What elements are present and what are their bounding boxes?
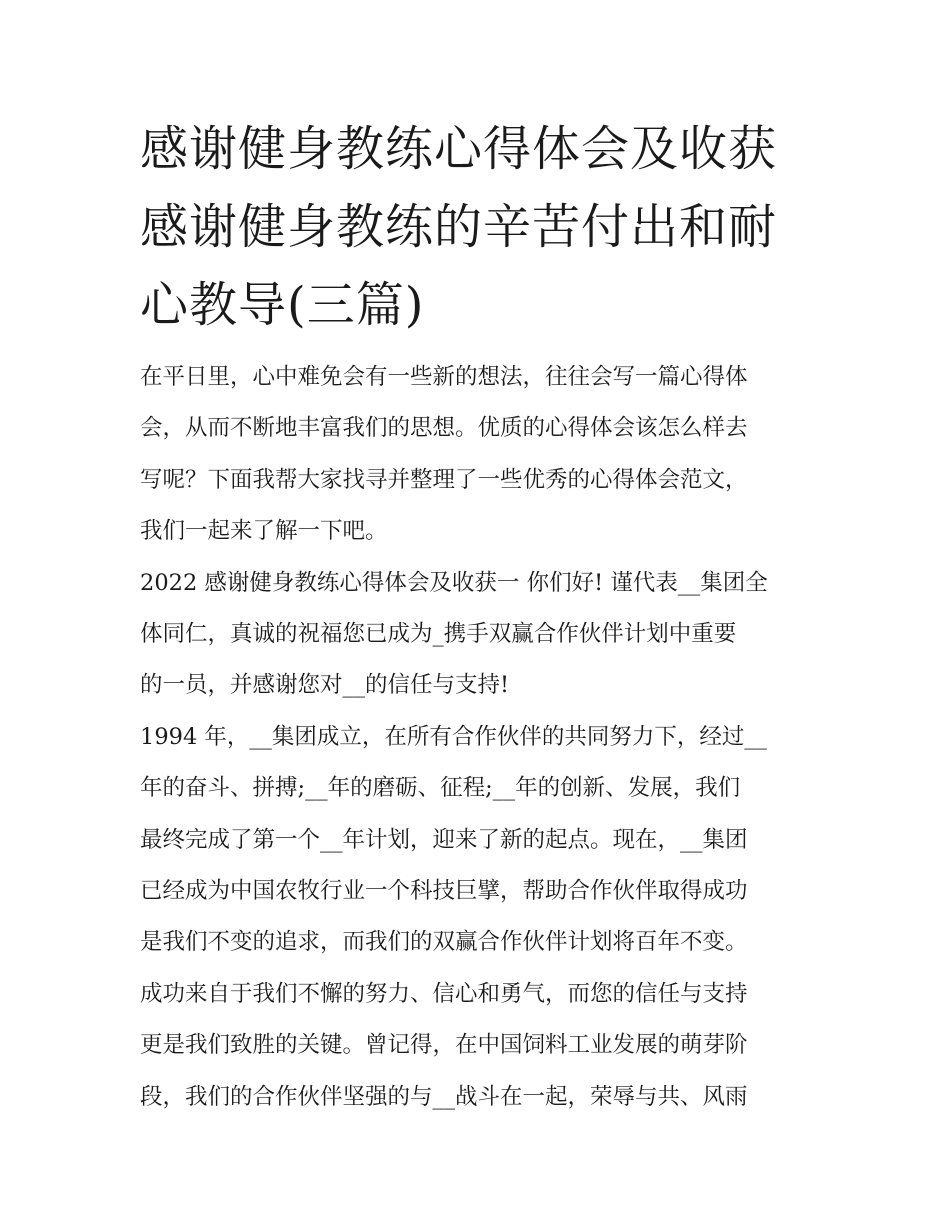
history-line-8: 段，我们的合作伙伴坚强的与__战斗在一起，荣辱与共、风雨 <box>140 1083 748 1110</box>
history-line-3: 最终完成了第一个__年计划，迎来了新的起点。现在，__集团 <box>140 826 748 853</box>
history-line-1: 1994 年，__集团成立，在所有合作伙伴的共同努力下，经过__ <box>140 723 767 750</box>
history-line-7: 更是我们致胜的关键。曾记得，在中国饲料工业发展的萌芽阶 <box>140 1032 748 1059</box>
history-line-4: 已经成为中国农牧行业一个科技巨擘，帮助合作伙伴取得成功 <box>140 878 748 905</box>
intro-line-1: 在平日里，心中难免会有一些新的想法，往往会写一篇心得体 <box>140 364 748 390</box>
greeting-line-3: 的一员，并感谢您对__的信任与支持! <box>140 672 510 699</box>
history-line-5: 是我们不变的追求，而我们的双赢合作伙伴计划将百年不变。 <box>140 929 748 956</box>
title-line-2: 感谢健身教练的辛苦付出和耐 <box>140 199 778 255</box>
title-line-1: 感谢健身教练心得体会及收获 <box>140 121 778 177</box>
intro-line-2: 会，从而不断地丰富我们的思想。优质的心得体会该怎么样去 <box>140 415 748 442</box>
history-line-2: 年的奋斗、拼搏;__年的磨砺、征程;__年的创新、发展，我们 <box>140 775 741 802</box>
document-title <box>140 110 820 344</box>
document-body <box>140 352 820 1123</box>
title-line-3: 心教导(三篇) <box>140 277 425 333</box>
greeting-line-1: 2022 感谢健身教练心得体会及收获一 你们好! 谨代表__集团全 <box>140 569 768 596</box>
history-line-6: 成功来自于我们不懈的努力、信心和勇气，而您的信任与支持 <box>140 980 748 1007</box>
greeting-line-2: 体同仁，真诚的祝福您已成为_携手双赢合作伙伴计划中重要 <box>140 621 737 648</box>
intro-line-4: 我们一起来了解一下吧。 <box>140 518 388 545</box>
intro-line-3: 写呢？下面我帮大家找寻并整理了一些优秀的心得体会范文， <box>140 466 748 493</box>
